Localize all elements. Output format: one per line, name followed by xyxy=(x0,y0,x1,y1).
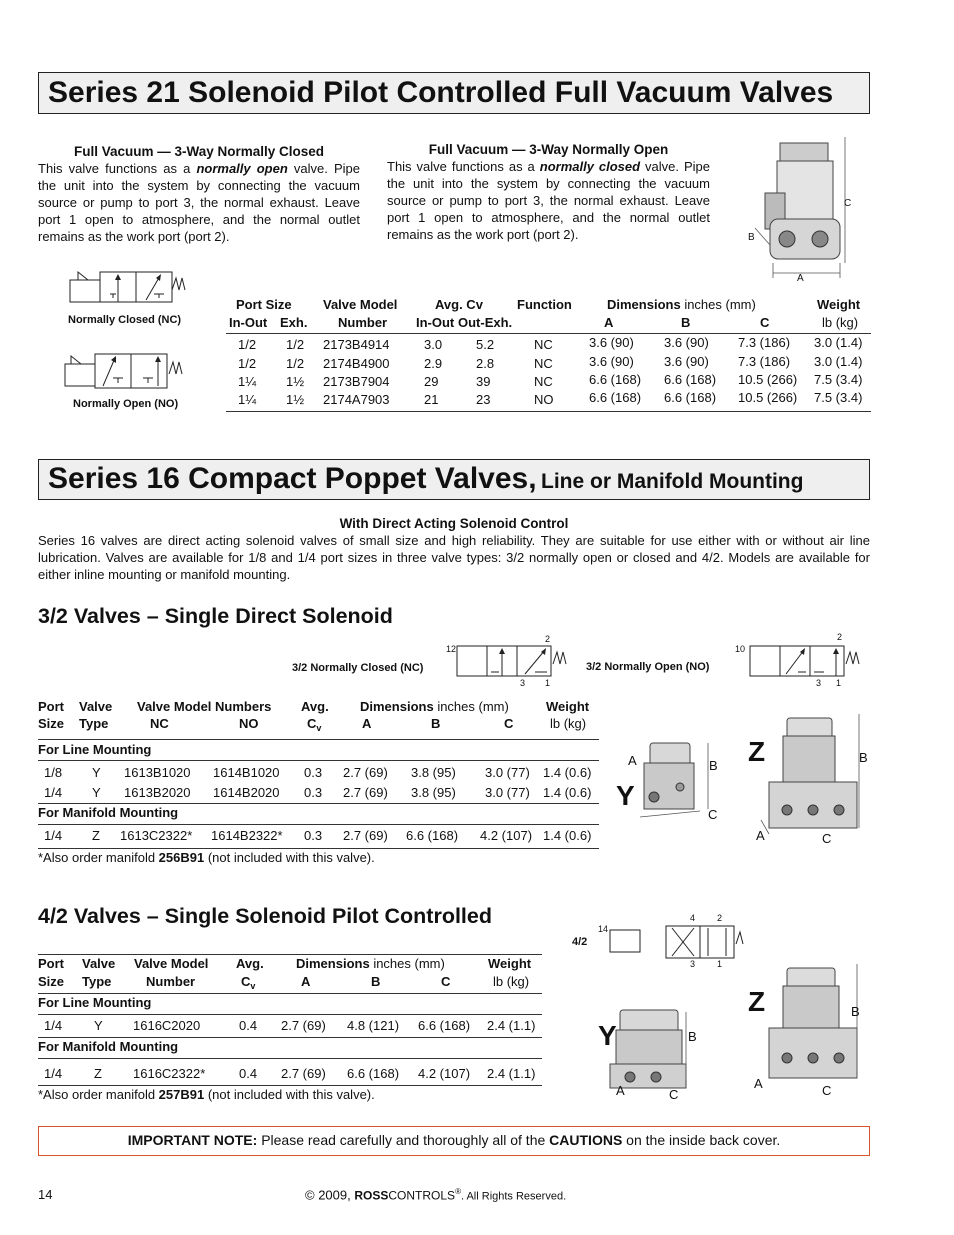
s21-cell: 7.5 (3.4) xyxy=(814,372,863,387)
v42-footnote-c: (not included with this valve). xyxy=(204,1087,375,1102)
v32-cell: 3.8 (95) xyxy=(411,765,456,780)
s21-cell: 23 xyxy=(476,392,491,407)
s21-cell: 3.6 (90) xyxy=(664,335,709,350)
v32-cell: 1614B2020 xyxy=(213,785,280,800)
v42-y-label-c: C xyxy=(669,1087,679,1102)
footer-copyright xyxy=(305,1187,566,1202)
v32-cell: Z xyxy=(92,828,100,843)
v42-cell: 6.6 (168) xyxy=(347,1066,400,1081)
v32-th-c: C xyxy=(504,716,514,731)
v32-no-port-3: 3 xyxy=(816,678,822,688)
v32-cell: 3.8 (95) xyxy=(411,785,456,800)
s21-cell: 1¼ xyxy=(238,392,257,407)
s21-no-text-b: valve. Pipe the unit into the system by connecting the vacuum source or pump to port 3, the normal exhaust. Leave port 1 open to atmosphere, and the normal outlet remains as the work port (port 2). xyxy=(387,159,711,242)
v32-sec-line: For Line Mounting xyxy=(38,742,152,757)
v32-symbol-nc xyxy=(455,644,570,682)
s21-cell: 5.2 xyxy=(476,337,495,352)
v32-rule-3 xyxy=(38,803,599,804)
s21-cell: 6.6 (168) xyxy=(664,372,717,387)
s21-th-dimensions-bold: Dimensions xyxy=(607,297,681,312)
s21-no-text-em: normally closed xyxy=(539,159,641,174)
v32-y-label-a: A xyxy=(628,753,637,768)
v32-footnote-manifold: 256B91 xyxy=(158,850,205,865)
s21-cell: 1½ xyxy=(286,392,305,407)
series21-title-box xyxy=(38,72,870,114)
s21-cell: 10.5 (266) xyxy=(738,390,798,405)
v42-th-weight: Weight xyxy=(488,956,532,971)
s21-photo-label-c: C xyxy=(844,198,852,209)
s21-cell: 7.5 (3.4) xyxy=(814,390,863,405)
v32-th-cv xyxy=(307,716,321,733)
s16-intro-text: Series 16 valves are direct acting solenoid valves of small size and high reliability. They are suitable for use either with or without air line lubrication. Valves are available for 1/8 and 1/4 port sizes in three valve types: 3/2 normally open or closed and 4/2. Models are available for either inline mounting or manifold mounting. xyxy=(38,533,870,582)
v42-th-avg: Avg. xyxy=(236,956,264,971)
v42-port-4: 4 xyxy=(690,913,696,923)
s21-cell: 2.8 xyxy=(476,356,495,371)
v42-y-label-a: A xyxy=(616,1083,625,1098)
v32-nc-port-12: 12 xyxy=(446,644,457,654)
s21-nc-text-a: This valve functions as a xyxy=(38,161,197,176)
v42-valve-z-photo xyxy=(755,960,870,1100)
s21-cell: 2173B4914 xyxy=(323,337,390,352)
v42-cell: 1/4 xyxy=(44,1018,63,1033)
v42-cell: 1616C2020 xyxy=(133,1018,201,1033)
v32-th-port: Port xyxy=(38,699,64,714)
s21-symbol-no xyxy=(63,352,193,392)
v32-z-label-b: B xyxy=(859,750,868,765)
s21-cell: NC xyxy=(534,374,553,389)
s21-nc-description xyxy=(38,143,360,245)
footer-brand2: CONTROLS xyxy=(388,1188,456,1203)
s21-cell: 6.6 (168) xyxy=(589,372,642,387)
s16-intro xyxy=(38,515,870,583)
v32-valve-z-photo xyxy=(755,710,870,850)
v42-rule-1 xyxy=(38,993,542,994)
v32-th-avg: Avg. xyxy=(301,699,329,714)
v32-cell: 4.2 (107) xyxy=(480,828,533,843)
s21-th-port-size: Port Size xyxy=(236,297,292,312)
v32-rule-2 xyxy=(38,760,599,761)
v32-cell: 1614B2322* xyxy=(211,828,283,843)
v32-nc-port-3: 3 xyxy=(520,678,526,688)
v32-cell: 6.6 (168) xyxy=(406,828,459,843)
s21-cell: 2173B7904 xyxy=(323,374,390,389)
footer-copy: © 2009, xyxy=(305,1187,351,1203)
s21-th-b: B xyxy=(681,315,691,330)
v32-th-lbkg: lb (kg) xyxy=(550,716,587,731)
v32-cell: 1.4 (0.6) xyxy=(543,765,592,780)
v32-symbol-no-caption: 3/2 Normally Open (NO) xyxy=(586,661,710,673)
v32-footnote-a: *Also order manifold xyxy=(38,850,159,865)
v32-cell: Y xyxy=(92,785,101,800)
v42-port-2: 2 xyxy=(717,913,723,923)
s21-cell: NC xyxy=(534,337,553,352)
s21-cell: 3.6 (90) xyxy=(664,354,709,369)
v42-th-size: Size xyxy=(38,974,65,989)
v42-symbol-caption: 4/2 xyxy=(572,936,588,948)
v32-footnote xyxy=(38,850,375,865)
s21-th-number: Number xyxy=(338,315,388,330)
s21-photo-label-b: B xyxy=(748,232,755,243)
s21-nc-text-b: valve. Pipe the unit into the system by connecting the vacuum source or pump to port 3, the normal exhaust. Leave port 1 open to atmosphere, and the normal outlet remains as the work port (port 2). xyxy=(38,161,361,244)
v32-no-port-1: 1 xyxy=(836,678,842,688)
s21-cell: 3.6 (90) xyxy=(589,354,634,369)
v32-cell: 1613B1020 xyxy=(124,765,191,780)
v42-th-cv-c: C xyxy=(241,974,251,989)
important-note-text: Please read carefully and thoroughly all of the xyxy=(257,1132,550,1148)
s21-cell: 7.3 (186) xyxy=(738,354,791,369)
important-note-tail: on the inside back cover. xyxy=(622,1132,781,1148)
v42-th-b: B xyxy=(371,974,381,989)
v42-cell: 1/4 xyxy=(44,1066,63,1081)
s21-no-heading: Full Vacuum — 3-Way Normally Open xyxy=(428,142,669,157)
s21-cell: 1/2 xyxy=(286,356,305,371)
v42-heading: 4/2 Valves – Single Solenoid Pilot Controlled xyxy=(38,904,492,928)
v42-cell: 2.4 (1.1) xyxy=(487,1018,536,1033)
v32-cell: 3.0 (77) xyxy=(485,785,530,800)
v32-cell: 1/4 xyxy=(44,785,63,800)
s21-cell: 3.6 (90) xyxy=(589,335,634,350)
v32-nc-port-2: 2 xyxy=(545,634,551,644)
v42-rule-3 xyxy=(38,1037,542,1038)
s21-table-rule-bottom xyxy=(226,411,871,412)
s21-th-cv-out-exh: Out-Exh. xyxy=(458,315,513,330)
v32-symbol-nc-caption: 3/2 Normally Closed (NC) xyxy=(292,662,424,674)
s21-th-a: A xyxy=(604,315,614,330)
v32-cell: 3.0 (77) xyxy=(485,765,530,780)
footer-brand: ROSS xyxy=(354,1188,389,1203)
s21-th-dimensions xyxy=(607,297,756,312)
s21-nc-heading: Full Vacuum — 3-Way Normally Closed xyxy=(73,144,325,159)
v42-sec-manifold: For Manifold Mounting xyxy=(38,1039,179,1054)
important-note xyxy=(38,1126,870,1156)
v32-cell: 1/8 xyxy=(44,765,63,780)
s21-cell: 21 xyxy=(424,392,439,407)
v32-cell: 1.4 (0.6) xyxy=(543,785,592,800)
v42-cell: 4.2 (107) xyxy=(418,1066,471,1081)
s21-cell: 3.0 xyxy=(424,337,443,352)
s21-cell: 6.6 (168) xyxy=(589,390,642,405)
s21-cell: 6.6 (168) xyxy=(664,390,717,405)
v32-footnote-c: (not included with this valve). xyxy=(204,850,375,865)
s21-th-weight: Weight xyxy=(817,297,861,312)
v32-th-no: NO xyxy=(239,716,259,731)
v42-cell: 2.7 (69) xyxy=(281,1018,326,1033)
v42-th-cv-v: v xyxy=(250,981,256,991)
s21-cell: NO xyxy=(534,392,554,407)
v32-symbol-no xyxy=(748,644,863,682)
v42-y-label-b: B xyxy=(688,1029,697,1044)
v42-footnote xyxy=(38,1087,375,1102)
s21-no-text-a: This valve functions as a xyxy=(387,159,540,174)
s21-cell: 1½ xyxy=(286,374,305,389)
s21-symbol-no-caption: Normally Open (NO) xyxy=(73,398,179,410)
v42-th-a: A xyxy=(301,974,311,989)
v42-sec-line: For Line Mounting xyxy=(38,995,152,1010)
v32-cell: 0.3 xyxy=(304,765,323,780)
v42-th-number: Number xyxy=(146,974,196,989)
s21-th-avg-cv: Avg. Cv xyxy=(435,297,483,312)
v32-cell: 1613C2322* xyxy=(120,828,193,843)
v42-port-1: 1 xyxy=(717,959,723,969)
s21-symbol-nc xyxy=(68,270,190,308)
v42-port-3: 3 xyxy=(690,959,696,969)
s21-th-valve-model: Valve Model xyxy=(323,297,398,312)
v32-th-dimensions-unit: inches (mm) xyxy=(437,699,509,714)
v32-th-nc: NC xyxy=(150,716,169,731)
s21-valve-photo xyxy=(745,133,870,285)
v32-th-cv-c: C xyxy=(307,716,317,731)
s21-cell: 2.9 xyxy=(424,356,443,371)
s16-subheading: With Direct Acting Solenoid Control xyxy=(339,516,569,531)
v32-no-port-2: 2 xyxy=(837,632,843,642)
v32-heading: 3/2 Valves – Single Direct Solenoid xyxy=(38,604,393,628)
s21-cell: 2174B4900 xyxy=(323,356,390,371)
v42-th-dimensions-unit: inches (mm) xyxy=(373,956,445,971)
v32-z-label-a: A xyxy=(756,828,765,843)
v42-rule-0 xyxy=(38,954,542,955)
v32-no-port-10: 10 xyxy=(735,644,746,654)
v42-cell: 2.7 (69) xyxy=(281,1066,326,1081)
v42-z-label-a: A xyxy=(754,1076,763,1091)
v42-footnote-manifold: 257B91 xyxy=(158,1087,205,1102)
v42-th-port: Port xyxy=(38,956,64,971)
v32-y-label-b: B xyxy=(709,758,718,773)
v32-y-label-c: C xyxy=(708,807,718,822)
s21-table-rule-top xyxy=(226,333,871,334)
v32-cell: 0.3 xyxy=(304,828,323,843)
v42-th-c: C xyxy=(441,974,451,989)
v42-th-type: Type xyxy=(82,974,112,989)
v42-rule-2 xyxy=(38,1014,542,1015)
v32-cell: 2.7 (69) xyxy=(343,785,388,800)
s21-photo-label-a: A xyxy=(797,273,804,284)
s21-cell: 1¼ xyxy=(238,374,257,389)
v32-th-b: B xyxy=(431,716,441,731)
s21-cell: 7.3 (186) xyxy=(738,335,791,350)
v32-th-models: Valve Model Numbers xyxy=(137,699,272,714)
s21-th-function: Function xyxy=(517,297,572,312)
s21-th-dimensions-unit: inches (mm) xyxy=(684,297,756,312)
v32-z-label-c: C xyxy=(822,831,832,846)
v32-th-weight: Weight xyxy=(546,699,590,714)
s21-th-in-out: In-Out xyxy=(229,315,268,330)
v42-port-14: 14 xyxy=(598,924,609,934)
v32-cell: 1/4 xyxy=(44,828,63,843)
footer-reg: ® xyxy=(455,1187,461,1196)
v32-cell: 0.3 xyxy=(304,785,323,800)
important-note-cautions: CAUTIONS xyxy=(549,1132,623,1148)
page-number: 14 xyxy=(38,1187,53,1202)
v32-cell: 1614B1020 xyxy=(213,765,280,780)
v32-cell: 1.4 (0.6) xyxy=(543,828,592,843)
s21-cell: 10.5 (266) xyxy=(738,372,798,387)
footer-rights: . All Rights Reserved. xyxy=(460,1190,567,1203)
v42-cell: 6.6 (168) xyxy=(418,1018,471,1033)
v42-rule-5 xyxy=(38,1085,542,1086)
v32-th-dimensions-bold: Dimensions xyxy=(360,699,434,714)
series21-title: Series 21 Solenoid Pilot Controlled Full Vacuum Valves xyxy=(48,76,834,109)
v42-cell: Z xyxy=(94,1066,102,1081)
v32-cell: 2.7 (69) xyxy=(343,765,388,780)
s21-th-cv-in-out: In-Out xyxy=(416,315,455,330)
v32-th-valve: Valve xyxy=(79,699,113,714)
s21-cell: NC xyxy=(534,356,553,371)
v32-label-z: Z xyxy=(748,736,766,767)
v42-cell: 0.4 xyxy=(239,1066,258,1081)
v42-th-cv xyxy=(241,974,255,991)
important-note-label: IMPORTANT NOTE: xyxy=(127,1132,258,1148)
s21-cell: 3.0 (1.4) xyxy=(814,354,863,369)
v42-th-valve: Valve xyxy=(82,956,116,971)
s21-cell: 1/2 xyxy=(238,356,257,371)
s21-cell: 29 xyxy=(424,374,439,389)
s21-th-c: C xyxy=(760,315,770,330)
v32-label-y: Y xyxy=(616,780,635,811)
s21-cell: 1/2 xyxy=(238,337,257,352)
v32-cell: 2.7 (69) xyxy=(343,828,388,843)
s21-th-lbkg: lb (kg) xyxy=(822,315,859,330)
s21-th-exh: Exh. xyxy=(280,315,308,330)
v32-nc-port-1: 1 xyxy=(545,678,551,688)
v42-th-dimensions xyxy=(296,956,445,971)
s21-cell: 1/2 xyxy=(286,337,305,352)
series16-title-small: Line or Manifold Mounting xyxy=(541,470,804,493)
v42-cell: 0.4 xyxy=(239,1018,258,1033)
v42-th-dimensions-bold: Dimensions xyxy=(296,956,370,971)
v32-sec-manifold: For Manifold Mounting xyxy=(38,805,179,820)
v32-th-size: Size xyxy=(38,716,65,731)
v42-footnote-a: *Also order manifold xyxy=(38,1087,159,1102)
v42-cell: 1616C2322* xyxy=(133,1066,206,1081)
v42-cell: Y xyxy=(94,1018,103,1033)
v32-cell: Y xyxy=(92,765,101,780)
v32-rule-1 xyxy=(38,739,599,740)
v42-symbol xyxy=(608,924,743,962)
series16-title-main: Series 16 Compact Poppet Valves, xyxy=(48,462,537,495)
v42-rule-4 xyxy=(38,1058,542,1059)
v42-th-model: Valve Model xyxy=(134,956,209,971)
v32-rule-4 xyxy=(38,824,599,825)
s21-cell: 3.0 (1.4) xyxy=(814,335,863,350)
v32-cell: 1613B2020 xyxy=(124,785,191,800)
v32-th-cv-v: v xyxy=(316,723,322,733)
s21-cell: 39 xyxy=(476,374,491,389)
v32-th-a: A xyxy=(362,716,372,731)
v42-cell: 2.4 (1.1) xyxy=(487,1066,536,1081)
s21-symbol-nc-caption: Normally Closed (NC) xyxy=(68,314,182,326)
v42-z-label-b: B xyxy=(851,1004,860,1019)
v42-th-lbkg: lb (kg) xyxy=(493,974,530,989)
v42-label-y: Y xyxy=(598,1020,617,1051)
v42-z-label-c: C xyxy=(822,1083,832,1098)
series16-title-box xyxy=(38,459,870,500)
v42-cell: 4.8 (121) xyxy=(347,1018,400,1033)
v32-th-type: Type xyxy=(79,716,109,731)
v32-th-dimensions xyxy=(360,699,509,714)
series16-title xyxy=(48,462,803,496)
s21-no-description xyxy=(387,141,710,243)
v42-label-z: Z xyxy=(748,986,766,1017)
s21-nc-text-em: normally open xyxy=(196,161,288,176)
v32-rule-5 xyxy=(38,848,599,849)
s21-cell: 2174A7903 xyxy=(323,392,390,407)
